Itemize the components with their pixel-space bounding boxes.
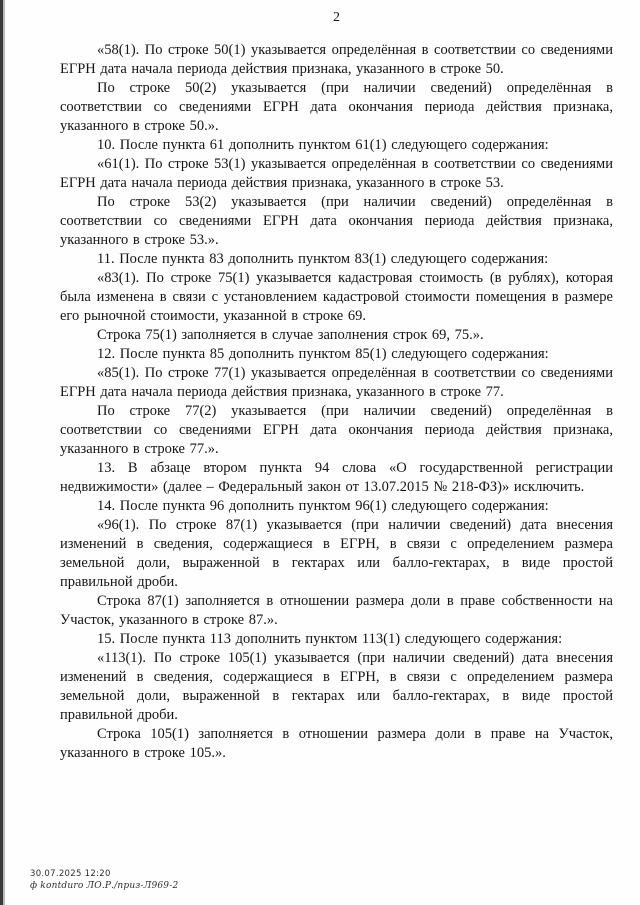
footer-stamp-block bbox=[30, 869, 178, 891]
paragraph: «96(1). По строке 87(1) указывается (при наличии сведений) дата внесения изменений в сведения, содержащиеся в ЕГРН, в связи с определением размера земельной доли, выраженной в гектарах или балло-гектарах, в виде простой правильной дроби. bbox=[60, 517, 613, 590]
paragraph: «85(1). По строке 77(1) указывается определённая в соответствии со сведениями ЕГРН дата начала периода действия признака, указанного в строке 77. bbox=[60, 365, 613, 400]
paragraph: 15. После пункта 113 дополнить пунктом 113(1) следующего содержания: bbox=[97, 631, 563, 647]
paragraph: По строке 53(2) указывается (при наличии сведений) определённая в соответствии со сведениями ЕГРН дата окончания периода действия признака, указанного в строке 53.». bbox=[60, 194, 613, 248]
paragraph: Строка 87(1) заполняется в отношении размера доли в праве собственности на Участок, указанного в строке 87.». bbox=[60, 593, 613, 628]
footer-registration-mark: ф kontduro ЛО.Р./приз-Л969-2 bbox=[30, 881, 179, 891]
paragraph: По строке 50(2) указывается (при наличии сведений) определённая в соответствии со сведениями ЕГРН дата окончания периода действия признака, указанного в строке 50.». bbox=[60, 80, 613, 134]
paragraph: Строка 105(1) заполняется в отношении размера доли в праве на Участок, указанного в строке 105.». bbox=[60, 726, 613, 761]
paragraph: «58(1). По строке 50(1) указывается определённая в соответствии со сведениями ЕГРН дата начала периода действия признака, указанного в строке 50. bbox=[60, 42, 613, 77]
footer-timestamp: 30.07.2025 12:20 bbox=[30, 869, 111, 879]
paragraph: «83(1). По строке 75(1) указывается кадастровая стоимость (в рублях), которая была изменена в связи с установлением кадастровой стоимости помещения в размере его рыночной стоимости, указанной в строке 69. bbox=[60, 270, 613, 324]
paragraph: 11. После пункта 83 дополнить пунктом 83(1) следующего содержания: bbox=[97, 251, 549, 267]
paragraph: По строке 77(2) указывается (при наличии сведений) определённая в соответствии со сведениями ЕГРН дата окончания периода действия признака, указанного в строке 77.». bbox=[60, 403, 613, 457]
paragraph: 14. После пункта 96 дополнить пунктом 96(1) следующего содержания: bbox=[97, 498, 549, 514]
document-body bbox=[60, 41, 613, 763]
page-number: 2 bbox=[333, 10, 340, 25]
paragraph: 13. В абзаце втором пункта 94 слова «О государственной регистрации недвижимости» (далее – Федеральный закон от 13.07.2015 № 218-ФЗ)» исключить. bbox=[60, 460, 613, 495]
scan-edge-shadow bbox=[3, 0, 5, 905]
paragraph: «61(1). По строке 53(1) указывается определённая в соответствии со сведениями ЕГРН дата начала периода действия признака, указанного в строке 53. bbox=[60, 156, 613, 191]
paragraph: 10. После пункта 61 дополнить пунктом 61(1) следующего содержания: bbox=[97, 137, 549, 153]
paragraph: 12. После пункта 85 дополнить пунктом 85(1) следующего содержания: bbox=[97, 346, 549, 362]
paragraph: «113(1). По строке 105(1) указывается (при наличии сведений) дата внесения изменений в сведения, содержащиеся в ЕГРН, в связи с определением размера земельной доли, выраженной в гектарах или балло-гектарах, в виде простой правильной дроби. bbox=[60, 650, 613, 723]
paragraph: Строка 75(1) заполняется в случае заполнения строк 69, 75.». bbox=[97, 327, 484, 343]
